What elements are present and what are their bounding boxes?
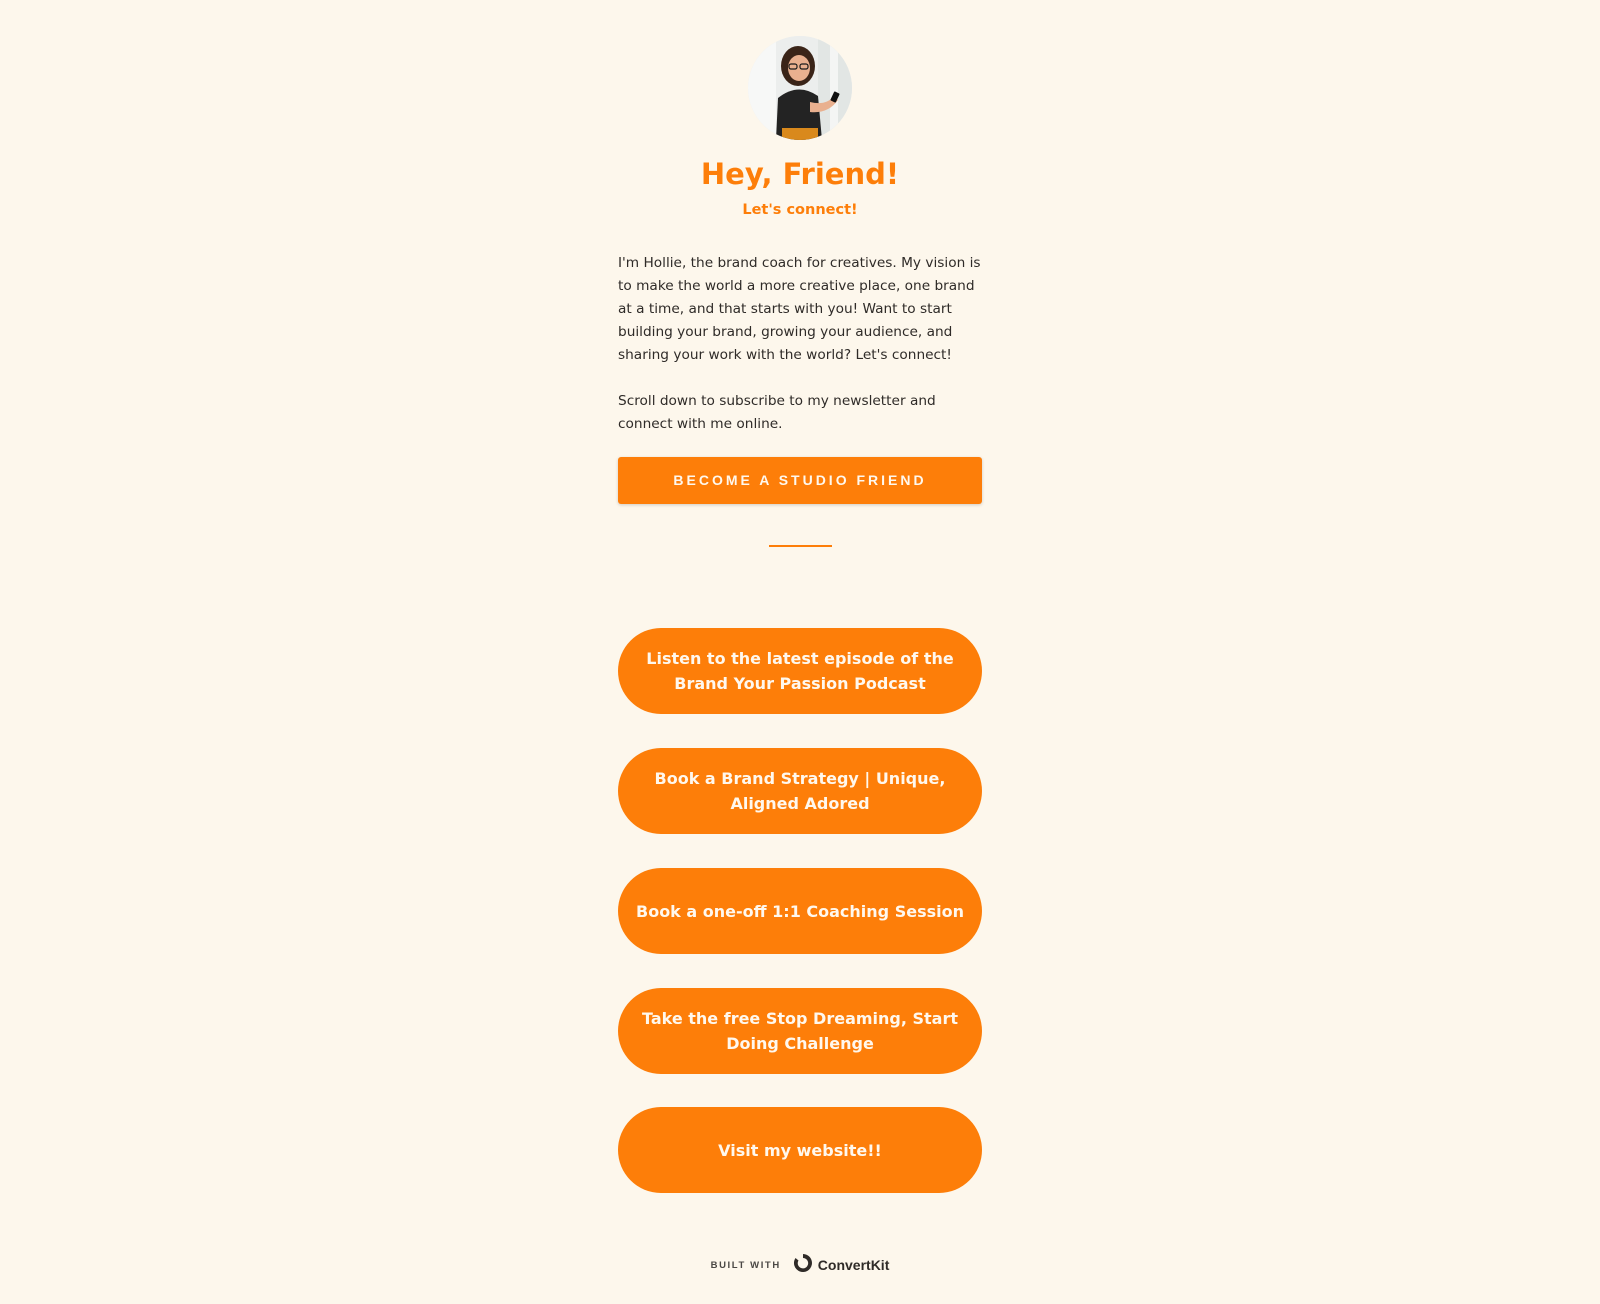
section-divider [769, 545, 832, 547]
bio-paragraph: I'm Hollie, the brand coach for creatives. My vision is to make the world a more creative place, one brand at a time, and that starts with you! Want to start building your brand, growing your audience, and sharing your work with the world? Let's connect! [618, 255, 981, 363]
link-button-brand-strategy[interactable]: Book a Brand Strategy | Unique, Aligned Adored [618, 748, 982, 834]
link-button-podcast[interactable]: Listen to the latest episode of the Brand Your Passion Podcast [618, 628, 982, 714]
built-with-label: BUILT WITH [710, 1259, 781, 1271]
convertkit-logo-icon [792, 1252, 814, 1279]
page-title: Hey, Friend! [700, 157, 900, 191]
subscribe-note: Scroll down to subscribe to my newsletter and connect with me online. [618, 393, 936, 432]
built-with-convertkit-link[interactable] [618, 1252, 982, 1278]
avatar-photo [748, 36, 852, 140]
link-button-coaching-session[interactable]: Book a one-off 1:1 Coaching Session [618, 868, 982, 954]
page-subtitle: Let's connect! [742, 202, 858, 218]
convertkit-brand-name: ConvertKit [817, 1257, 890, 1273]
link-button-website[interactable]: Visit my website!! [618, 1107, 982, 1193]
link-button-challenge[interactable]: Take the free Stop Dreaming, Start Doing Challenge [618, 988, 982, 1074]
subscribe-button[interactable]: BECOME A STUDIO FRIEND [618, 457, 982, 504]
avatar [748, 36, 852, 140]
